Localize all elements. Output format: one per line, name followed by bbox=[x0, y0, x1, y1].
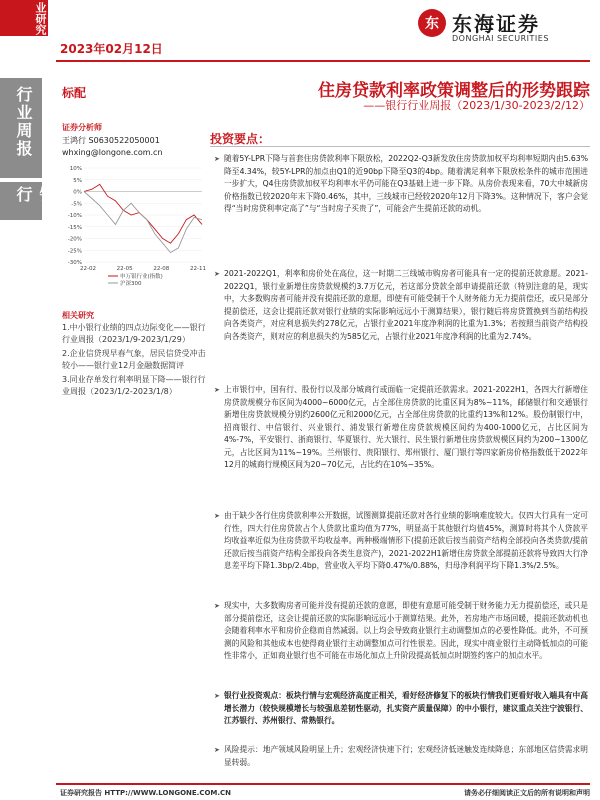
report-title: 住房贷款利率政策调整后的形势跟踪 bbox=[318, 81, 590, 101]
analyst-name: 王鸿行 S0630522050001 bbox=[62, 136, 160, 145]
side-label-bank: 银行 bbox=[14, 186, 56, 204]
side-label-weekly-box bbox=[0, 78, 42, 178]
y-tick-label: 5% bbox=[73, 177, 82, 184]
key-point-text: 2021-2022Q1，利率和房价处在高位，这一时期二三线城市购房者可能具有一定的提前还款意愿。2021-2022Q1，银行业新增住房贷款规模约3.7万亿元，若这部分贷款全部申请提前还款（特别注意的是，现实中，大多数购房者可能并没有提前还款的意愿，即使有可能受制于个人财务能力无力提前偿还，或只是部分提前偿还，这会让提前还款对银行业绩的实际影响远远小于测算结果），银行随后将房贷置换到当前结构投向各类资产，对应利息损失约278亿元，占银行业2021年度净利润的比重为1.3%；若按照当前资产结构投向各类资产，则对应的利息损失约为585亿元，占银行业2021年度净利润的比重为2.74%。 bbox=[224, 269, 588, 341]
related-research-heading: 相关研究 bbox=[62, 311, 94, 320]
left-sidebar-strip bbox=[0, 0, 56, 800]
bullet-icon: ➤ bbox=[214, 270, 220, 278]
bullet-icon: ➤ bbox=[214, 746, 220, 754]
analyst-email: whxing@longone.com.cn bbox=[62, 148, 163, 157]
chart-svg bbox=[58, 162, 206, 294]
key-point-paragraph bbox=[214, 510, 588, 573]
header-divider bbox=[56, 60, 590, 62]
bullet-icon: ➤ bbox=[214, 155, 220, 163]
related-item[interactable]: 2.企业信贷现早春气象，居民信贷受冲击较小——银行业12月金融数据简评 bbox=[62, 349, 206, 370]
bullet-icon: ➤ bbox=[214, 386, 220, 394]
x-tick-label: 22-08 bbox=[153, 266, 170, 272]
related-item[interactable]: 3.同业存单发行利率明显下降——银行行业周报（2023/1/2-2023/1/8） bbox=[62, 375, 206, 396]
x-tick-label: 22-02 bbox=[80, 266, 96, 272]
industry-rating: 标配 bbox=[62, 86, 87, 100]
logo-name-en: DONGHAI SECURITIES bbox=[452, 34, 549, 43]
key-point-text: 随着5Y-LPR下降与首套住房贷款利率下限放松，2022Q2-Q3新发放住房贷款加权平均利率短期内由5.63%降至4.34%，较5Y-LPR的加点由Q1的近90bp下降至Q3的4bp。随着满足利率下限放松条件的城市范围进一步扩大，Q4住房贷款加权平均利率水平仍可能在Q3基础上进一步下降。从房价表现来看，70大中城新房价格指数已较2020年末下降0.46%，其中，三线城市已经较2020年12月下降3%。这种情况下，客户会觉得“当时房贷利率定高了”与“当时房子买贵了”，可能会产生提前还款的动机。 bbox=[224, 154, 588, 213]
y-tick-label: -15% bbox=[67, 224, 82, 231]
report-date: 2023年02月12日 bbox=[60, 42, 163, 56]
related-item[interactable]: 1.中小银行业绩的四点边际变化——银行行业周报（2023/1/9-2023/1/29） bbox=[62, 323, 206, 344]
side-label-weekly: 行业周报 bbox=[14, 86, 33, 158]
footer-divider bbox=[56, 783, 590, 785]
bullet-icon: ➤ bbox=[214, 602, 220, 610]
legend-label: 申万银行业(指数) bbox=[120, 274, 163, 280]
series-line bbox=[84, 192, 202, 253]
x-tick-label: 22-11 bbox=[190, 266, 206, 272]
key-point-paragraph bbox=[214, 600, 588, 663]
key-point-paragraph bbox=[214, 268, 588, 343]
key-point-paragraph bbox=[214, 384, 588, 472]
corner-label: 业研究 bbox=[0, 0, 48, 36]
footer-left: 证券研究报告 HTTP://WWW.LONGONE.COM.CN bbox=[60, 789, 232, 797]
key-point-text: 现实中，大多数购房者可能并没有提前还款的意愿，即使有意愿可能受制于财务能力无力提前偿还，或只是部分提前偿还，这会让提前还款的实际影响远远小于测算结果。此外，若房地产市场回暖，提前还款动机也会随着利率水平和房价企稳而自然减弱。以上均会导致商业银行主动调整加点的必要性降低。此外，不可预测的风险和其他成本也使得商业银行主动调整加点可行性很差。因此，现实中商业银行主动降低加点的可能性非常小，正如商业银行也不可能在市场化加点上升阶段提高低加点时期签约客户的加点水平。 bbox=[224, 601, 588, 660]
key-points-heading: 投资要点： bbox=[210, 132, 271, 146]
index-performance-chart bbox=[58, 162, 206, 294]
analyst-label: 证券分析师 bbox=[62, 123, 102, 132]
y-tick-label: -30% bbox=[67, 260, 82, 266]
key-point-paragraph bbox=[214, 153, 588, 216]
y-tick-label: -5% bbox=[71, 201, 82, 208]
key-point-text: 上市银行中，国有行、股份行以及部分城商行或面临一定提前还款需求。2021-2022H1，各四大行新增住房贷款规模分布区间为4000~6000亿元，占全部住房贷款的比重区间为8%~11%，邮储银行和交通银行新增住房贷款规模分别约2600亿元和2000亿元，占全部住房贷款的比重约13%和12%。股份制银行中，招商银行、中信银行、兴业银行、浦发银行新增住房贷款规模区间约为400-1000亿元，占比区间为4%-7%，平安银行、浙商银行、华夏银行、光大银行、民生银行新增住房贷款规模区间约为200~1300亿元，占比区间为11%~19%。兰州银行、贵阳银行、郑州银行、厦门银行等四家新房价格指数低于2022年12月的城商行规模区间为20~70亿元，占比约在10%~35%。 bbox=[224, 385, 588, 469]
x-tick-label: 22-05 bbox=[116, 266, 133, 272]
key-points-divider bbox=[210, 146, 590, 147]
y-tick-label: 0% bbox=[73, 189, 82, 196]
key-point-paragraph bbox=[214, 690, 588, 728]
report-subtitle: ——银行行业周报（2023/1/30-2023/2/12） bbox=[363, 99, 590, 112]
related-research-list bbox=[62, 322, 210, 400]
key-point-text: 银行业投资观点：板块行情与宏观经济高度正相关，看好经济修复下的板块行情我们更看好收入端具有中高增长潜力（较快规模增长与较强息差韧性驱动，扎实资产质量保障）的中小银行，建议重点关注宁波银行、江苏银行、苏州银行、常熟银行。 bbox=[224, 691, 588, 725]
side-label-bank-box bbox=[0, 182, 56, 220]
company-logo bbox=[418, 8, 540, 37]
legend-label: 沪深300 bbox=[120, 281, 142, 287]
bullet-icon: ➤ bbox=[214, 512, 220, 520]
key-point-paragraph bbox=[214, 744, 588, 769]
logo-mark-icon: 东 bbox=[418, 9, 446, 37]
y-tick-label: -20% bbox=[67, 236, 82, 243]
y-tick-label: -10% bbox=[67, 213, 82, 219]
logo-name-cn: 东海证券 bbox=[452, 12, 540, 36]
y-tick-label: 10% bbox=[69, 166, 82, 172]
y-tick-label: -25% bbox=[67, 248, 82, 255]
bullet-icon: ➤ bbox=[214, 692, 220, 700]
key-point-text: 由于缺少各行住房贷款利率公开数据，试图测算提前还款对各行业绩的影响难度较大。仅四大行具有一定可行性，四大行住房贷款占个人贷款比重均值为77%，明显高于其他银行均值45%，测算时将其个人贷款平均收益率近似为住房贷款平均收益率。两种极端情形下(提前还款后按当前资产结构全部投向各类贷款/提前还款后按当前资产结构全部投向各类生息资产)，2021-2022H1新增住房贷款全部提前还款将导致四大行净息差平均下降1.3bp/2.4bp，营业收入平均下降0.47%/0.88%，归母净利润平均下降1.3%/2.5%。 bbox=[224, 511, 588, 570]
footer-disclaimer: 请务必仔细阅读正文后的所有说明和声明 bbox=[464, 789, 590, 797]
key-point-text: 风险提示：地产领域风险明显上升；宏观经济快速下行；宏观经济低迷触发连续降息；东部地区信贷需求明显转弱。 bbox=[224, 745, 588, 767]
